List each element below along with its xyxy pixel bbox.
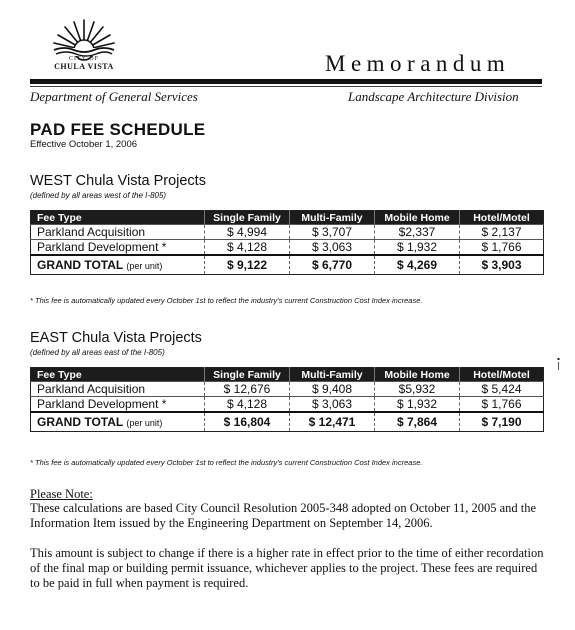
column-header: Multi-Family bbox=[290, 368, 375, 382]
total-cell: $ 9,122 bbox=[205, 255, 290, 275]
fee-cell: $5,932 bbox=[375, 382, 460, 397]
per-unit-text: (per unit) bbox=[126, 418, 163, 428]
east-section-title: EAST Chula Vista Projects bbox=[30, 330, 202, 346]
total-cell: $ 6,770 bbox=[290, 255, 375, 275]
fee-cell: $ 3,063 bbox=[290, 240, 375, 256]
fee-cell: $2,337 bbox=[375, 225, 460, 240]
column-header: Fee Type bbox=[31, 368, 205, 382]
east-fee-table bbox=[30, 367, 544, 432]
row-label: Parkland Development * bbox=[31, 397, 205, 413]
grand-total-row bbox=[31, 255, 544, 275]
logo-text-chula-vista: CHULA VISTA bbox=[54, 62, 114, 71]
west-section-subtitle: (defined by all areas west of the I-805) bbox=[30, 191, 167, 200]
notes-heading: Please Note: bbox=[30, 487, 93, 501]
fee-cell: $ 4,994 bbox=[205, 225, 290, 240]
effective-date: Effective October 1, 2006 bbox=[30, 139, 138, 150]
fee-cell: $ 1,766 bbox=[460, 240, 544, 256]
table-row bbox=[31, 382, 544, 397]
fee-cell: $ 4,128 bbox=[205, 240, 290, 256]
table-header-row bbox=[31, 211, 544, 225]
fee-cell: $ 1,932 bbox=[375, 240, 460, 256]
column-header: Mobile Home bbox=[375, 211, 460, 225]
total-cell: $ 7,864 bbox=[375, 412, 460, 432]
table-row bbox=[31, 397, 544, 413]
division-name: Landscape Architecture Division bbox=[348, 89, 519, 104]
grand-total-label bbox=[31, 255, 205, 275]
west-footnote: * This fee is automatically updated every October 1st to reflect the industry's current Construction Cost Index increase. bbox=[30, 296, 423, 305]
column-header: Single Family bbox=[205, 211, 290, 225]
logo-text-city-of: CITY OF bbox=[69, 56, 99, 62]
header-rule-thin bbox=[30, 86, 542, 87]
fee-cell: $ 3,063 bbox=[290, 397, 375, 413]
header-rule bbox=[30, 79, 542, 84]
fee-cell: $ 12,676 bbox=[205, 382, 290, 397]
fee-cell: $ 9,408 bbox=[290, 382, 375, 397]
total-cell: $ 7,190 bbox=[460, 412, 544, 432]
row-label: Parkland Acquisition bbox=[31, 382, 205, 397]
fee-cell: $ 3,707 bbox=[290, 225, 375, 240]
grand-total-label bbox=[31, 412, 205, 432]
table-row bbox=[31, 240, 544, 256]
scan-mark bbox=[557, 358, 560, 370]
fee-cell: $ 2,137 bbox=[460, 225, 544, 240]
page-title: PAD FEE SCHEDULE bbox=[30, 120, 206, 139]
grand-total-text: GRAND TOTAL bbox=[37, 415, 123, 429]
west-section-title: WEST Chula Vista Projects bbox=[30, 173, 206, 189]
fee-cell: $ 1,932 bbox=[375, 397, 460, 413]
column-header: Mobile Home bbox=[375, 368, 460, 382]
east-footnote: * This fee is automatically updated every October 1st to reflect the industry's current Construction Cost Index increase. bbox=[30, 458, 423, 467]
total-cell: $ 16,804 bbox=[205, 412, 290, 432]
fee-cell: $ 5,424 bbox=[460, 382, 544, 397]
total-cell: $ 4,269 bbox=[375, 255, 460, 275]
column-header: Multi-Family bbox=[290, 211, 375, 225]
fee-cell: $ 4,128 bbox=[205, 397, 290, 413]
department-name: Department of General Services bbox=[30, 89, 198, 104]
notes-paragraph: These calculations are based City Council Resolution 2005-348 adopted on October 11, 2005 and the Information Item issued by the Engineering Department on September 14, 2006. bbox=[30, 501, 537, 530]
fee-cell: $ 1,766 bbox=[460, 397, 544, 413]
table-row bbox=[31, 225, 544, 240]
column-header: Hotel/Motel bbox=[460, 368, 544, 382]
column-header: Fee Type bbox=[31, 211, 205, 225]
row-label: Parkland Acquisition bbox=[31, 225, 205, 240]
row-label: Parkland Development * bbox=[31, 240, 205, 256]
east-section-subtitle: (defined by all areas east of the I-805) bbox=[30, 348, 165, 357]
total-cell: $ 3,903 bbox=[460, 255, 544, 275]
grand-total-text: GRAND TOTAL bbox=[37, 258, 123, 272]
grand-total-row bbox=[31, 412, 544, 432]
column-header: Hotel/Motel bbox=[460, 211, 544, 225]
notes-paragraph: This amount is subject to change if there is a higher rate in effect prior to the time of either recordation of the final map or building permit issuance, whichever applies to the project. These fees are required to be paid in full when payment is required. bbox=[30, 546, 544, 590]
memo-heading: Memorandum bbox=[325, 51, 511, 76]
table-header-row bbox=[31, 368, 544, 382]
column-header: Single Family bbox=[205, 368, 290, 382]
west-fee-table bbox=[30, 210, 544, 275]
per-unit-text: (per unit) bbox=[126, 261, 163, 271]
total-cell: $ 12,471 bbox=[290, 412, 375, 432]
